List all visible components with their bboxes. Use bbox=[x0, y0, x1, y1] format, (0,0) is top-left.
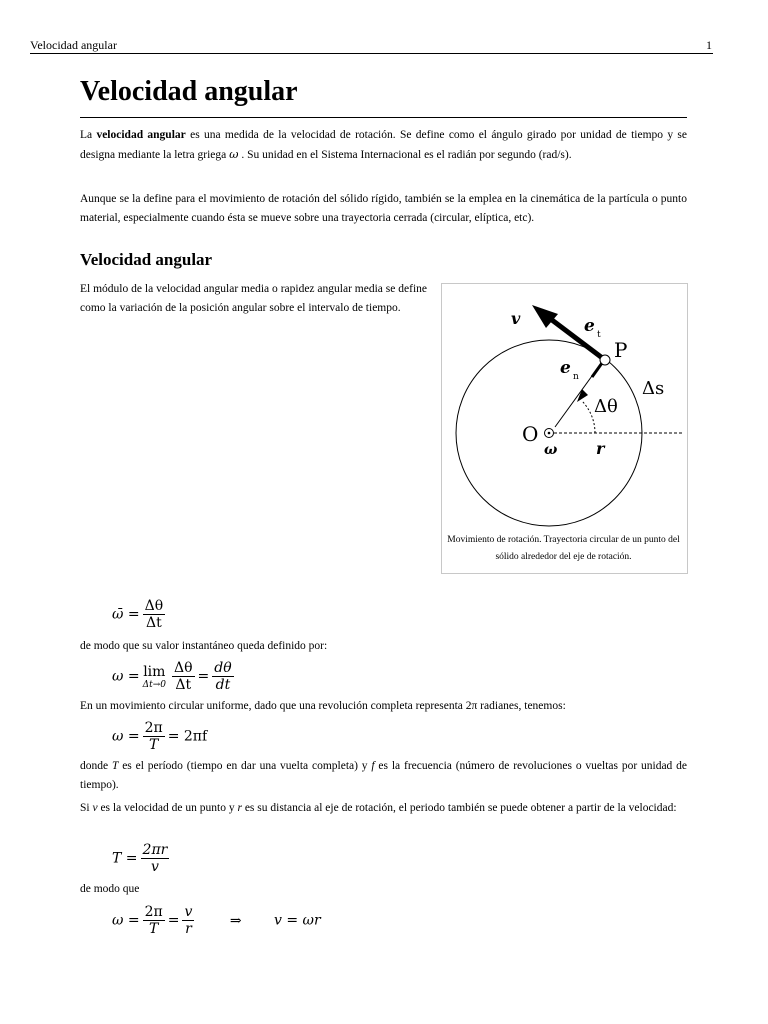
omega-symbol: ω bbox=[229, 147, 239, 161]
text-so-that: de modo que bbox=[80, 883, 140, 895]
label-et-sub: t bbox=[597, 330, 601, 340]
section-heading: Velocidad angular bbox=[80, 250, 213, 269]
label-o: O bbox=[522, 422, 539, 446]
page-number: 1 bbox=[706, 38, 712, 52]
text-uniform-motion: En un movimiento circular uniforme, dado que una revolución completa representa 2π radianes, tenemos: bbox=[80, 700, 566, 712]
label-p: P bbox=[614, 338, 628, 362]
formula-period-velocity: T = $\frac{2\pi r}{v}$ bbox=[112, 842, 168, 875]
intro-paragraph-1: La velocidad angular es una medida de la velocidad de rotación. Se define como el ángulo girado por unidad de tiempo y se designa mediante la letra griega ω . Su unidad en el Sistema Internacional es el radián por segundo (rad/s). bbox=[80, 129, 687, 161]
text-instantaneous: de modo que su valor instantáneo queda definido por: bbox=[80, 640, 328, 652]
label-delta-s: Δs bbox=[642, 378, 665, 399]
normal-vector bbox=[592, 363, 602, 377]
label-et: e bbox=[584, 316, 595, 336]
rotation-diagram bbox=[442, 284, 687, 573]
intro-paragraph-2: Aunque se la define para el movimiento de rotación del sólido rígido, también se la emplea en la cinemática de la partícula o punto material, especialmente cuando ésta se mueve sobre una trayectoria cerrada (circular, elíptica, etc). bbox=[80, 193, 687, 224]
formula-instantaneous: ω = lim Δt→0 $\frac{\Delta\theta}{\Delta t}$ = $\frac{d\theta}{dt}$ bbox=[112, 660, 232, 693]
label-omega: ω bbox=[544, 442, 558, 458]
text-velocity-relation: Si v es la velocidad de un punto y r es su distancia al eje de rotación, el periodo también se puede obtener a partir de la velocidad: bbox=[80, 802, 677, 814]
title-rule bbox=[80, 117, 687, 118]
header-rule bbox=[30, 53, 713, 54]
label-v: v bbox=[511, 309, 521, 328]
label-en: e bbox=[560, 358, 571, 378]
rotation-figure bbox=[441, 283, 688, 574]
running-title: Velocidad angular bbox=[30, 38, 117, 52]
text-period-definition: donde T es el período (tiempo en dar una vuelta completa) y f es la frecuencia (número de revoluciones o vueltas por unidad de tiempo). bbox=[80, 760, 687, 791]
point-p bbox=[600, 355, 610, 365]
page-title: Velocidad angular bbox=[80, 76, 298, 107]
label-delta-theta: Δθ bbox=[594, 396, 618, 417]
formula-period-frequency: ω = $\frac{2\pi}{T}$ = 2πf bbox=[112, 720, 208, 753]
formula-mean-angular-velocity: ω̄ = $\frac{\Delta\theta}{\Delta t}$ bbox=[112, 598, 164, 631]
formula-linear-velocity: ω = $\frac{2\pi}{T}$ = $\frac{v}{r}$ ⇒ v = ωr bbox=[112, 904, 321, 937]
section-paragraph: El módulo de la velocidad angular media o rapidez angular media se define como la variación de la posición angular sobre el intervalo de tiempo. bbox=[80, 283, 427, 314]
figure-caption: Movimiento de rotación. Trayectoria circular de un punto del sólido alrededor del eje de rotación. bbox=[447, 535, 680, 562]
angle-arrowhead bbox=[577, 389, 588, 402]
term-bold: velocidad angular bbox=[96, 129, 186, 141]
label-r: r bbox=[596, 439, 605, 458]
label-en-sub: n bbox=[573, 372, 579, 382]
